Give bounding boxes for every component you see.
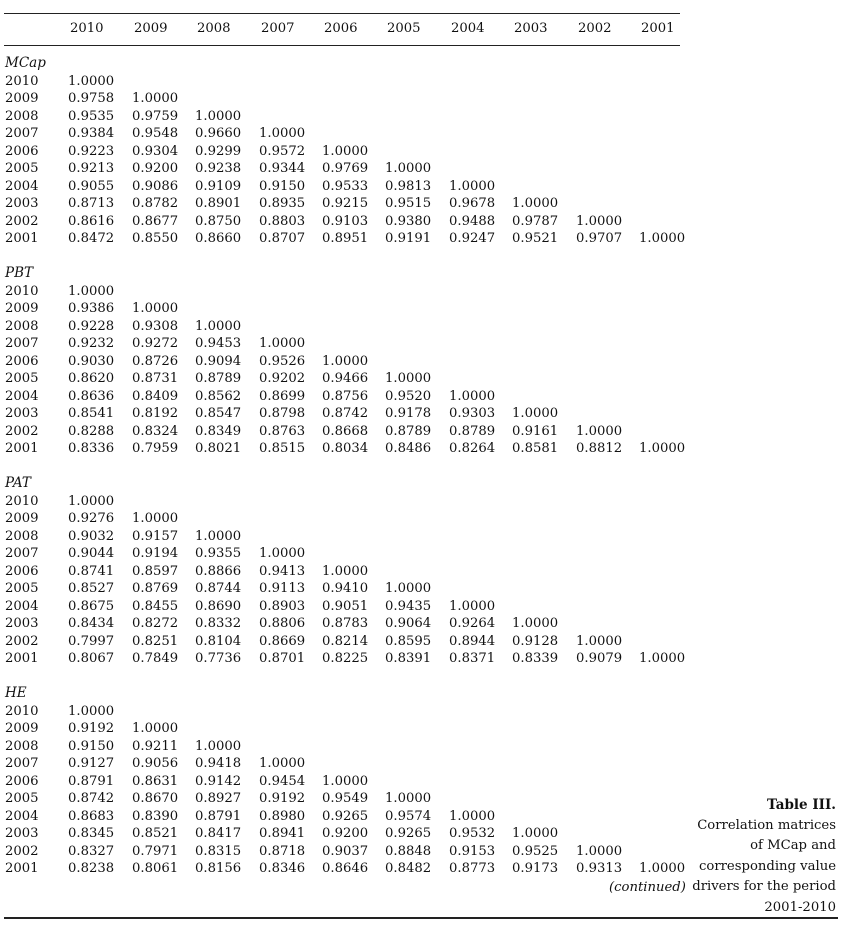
table-cell: 0.8707 <box>259 231 306 246</box>
table-cell: 0.8434 <box>68 616 115 631</box>
row-label: 2010 <box>5 73 39 89</box>
row-label: 2004 <box>5 178 39 194</box>
table-cell: 0.8741 <box>68 563 115 579</box>
table-cell: 0.9515 <box>385 196 432 211</box>
table-cell: 0.8472 <box>68 231 115 246</box>
row-label: 2010 <box>5 283 39 299</box>
row-label: 2009 <box>5 721 39 736</box>
table-cell: 0.9079 <box>576 651 623 666</box>
table-cell: 0.8668 <box>322 423 369 439</box>
table-cell: 1.0000 <box>449 598 496 614</box>
row-label: 2009 <box>5 301 39 316</box>
table-cell: 0.9413 <box>259 563 306 579</box>
table-cell: 1.0000 <box>195 108 242 124</box>
table-cell: 0.9200 <box>322 826 369 841</box>
table-cell: 1.0000 <box>449 808 496 824</box>
table-cell: 1.0000 <box>259 546 306 561</box>
table-cell: 0.8034 <box>322 441 369 456</box>
table-cell: 0.8803 <box>259 213 306 229</box>
table-cell: 1.0000 <box>576 843 623 859</box>
column-header: 2008 <box>197 21 231 36</box>
table-cell: 0.8541 <box>68 406 115 421</box>
table-cell: 0.8550 <box>132 231 179 246</box>
table-cell: 0.9574 <box>385 808 432 824</box>
row-label: 2002 <box>5 423 39 439</box>
table-cell: 0.9051 <box>322 598 369 614</box>
table-cell: 1.0000 <box>195 528 242 544</box>
table-cell: 0.9386 <box>68 301 115 316</box>
table-cell: 1.0000 <box>68 703 115 719</box>
table-cell: 0.7997 <box>68 633 115 649</box>
table-cell: 0.8324 <box>132 423 179 439</box>
row-label: 2009 <box>5 511 39 526</box>
table-cell: 1.0000 <box>68 283 115 299</box>
column-header: 2003 <box>514 21 548 36</box>
table-cell: 0.8339 <box>512 651 559 666</box>
table-cell: 0.9435 <box>385 598 432 614</box>
column-header: 2005 <box>387 21 421 36</box>
caption-line: drivers for the period <box>692 879 836 894</box>
table-cell: 0.8272 <box>132 616 179 631</box>
table-cell: 0.9228 <box>68 318 115 334</box>
table-cell: 1.0000 <box>385 161 432 176</box>
table-cell: 0.8486 <box>385 441 432 456</box>
table-cell: 1.0000 <box>322 143 369 159</box>
table-cell: 0.8789 <box>449 423 496 439</box>
table-cell: 0.9265 <box>322 808 369 824</box>
table-cell: 0.8527 <box>68 581 115 596</box>
table-cell: 0.8742 <box>68 791 115 806</box>
table-cell: 0.9418 <box>195 756 242 771</box>
table-cell: 0.9238 <box>195 161 242 176</box>
table-cell: 0.8417 <box>195 826 242 841</box>
table-cell: 1.0000 <box>639 441 686 456</box>
table-cell: 0.9759 <box>132 108 179 124</box>
row-label: 2007 <box>5 756 39 771</box>
table-cell: 0.8620 <box>68 371 115 386</box>
table-cell: 0.9247 <box>449 231 496 246</box>
table-cell: 0.8104 <box>195 633 242 649</box>
table-top-rule <box>4 13 680 14</box>
section-title: MCap <box>5 55 46 71</box>
table-cell: 0.9191 <box>385 231 432 246</box>
table-cell: 1.0000 <box>132 91 179 106</box>
table-cell: 1.0000 <box>576 213 623 229</box>
table-cell: 0.9707 <box>576 231 623 246</box>
table-cell: 0.8597 <box>132 563 179 579</box>
table-cell: 1.0000 <box>449 388 496 404</box>
table-cell: 0.9153 <box>449 843 496 859</box>
table-cell: 0.8866 <box>195 563 242 579</box>
table-cell: 0.8327 <box>68 843 115 859</box>
table-cell: 1.0000 <box>259 126 306 141</box>
table-cell: 0.9055 <box>68 178 115 194</box>
table-cell: 0.8677 <box>132 213 179 229</box>
column-header: 2002 <box>578 21 612 36</box>
table-cell: 0.8742 <box>322 406 369 421</box>
table-cell: 0.9200 <box>132 161 179 176</box>
table-cell: 0.8941 <box>259 826 306 841</box>
table-cell: 0.7959 <box>132 441 179 456</box>
caption-line: of MCap and <box>750 838 836 853</box>
row-label: 2002 <box>5 843 39 859</box>
row-label: 2001 <box>5 861 39 876</box>
table-cell: 0.9128 <box>512 633 559 649</box>
table-cell: 1.0000 <box>576 423 623 439</box>
row-label: 2003 <box>5 406 39 421</box>
table-cell: 0.8192 <box>132 406 179 421</box>
table-cell: 0.8521 <box>132 826 179 841</box>
table-cell: 0.8482 <box>385 861 432 876</box>
table-cell: 0.8901 <box>195 196 242 211</box>
table-cell: 0.8156 <box>195 861 242 876</box>
table-cell: 0.8349 <box>195 423 242 439</box>
table-cell: 0.8713 <box>68 196 115 211</box>
row-label: 2010 <box>5 703 39 719</box>
table-cell: 1.0000 <box>385 791 432 806</box>
table-cell: 1.0000 <box>639 231 686 246</box>
table-cell: 0.8783 <box>322 616 369 631</box>
row-label: 2008 <box>5 528 39 544</box>
row-label: 2005 <box>5 581 39 596</box>
table-cell: 0.9758 <box>68 91 115 106</box>
table-cell: 0.9453 <box>195 336 242 351</box>
column-header: 2007 <box>261 21 295 36</box>
row-label: 2006 <box>5 563 39 579</box>
table-cell: 0.9410 <box>322 581 369 596</box>
table-cell: 1.0000 <box>68 73 115 89</box>
caption-line: Correlation matrices <box>697 817 836 833</box>
table-cell: 0.9355 <box>195 546 242 561</box>
table-cell: 0.8683 <box>68 808 115 824</box>
row-label: 2007 <box>5 546 39 561</box>
table-cell: 0.8061 <box>132 861 179 876</box>
table-cell: 0.8789 <box>195 371 242 386</box>
table-cell: 0.9769 <box>322 161 369 176</box>
table-cell: 0.9265 <box>385 826 432 841</box>
table-bottom-rule <box>4 917 838 919</box>
row-label: 2002 <box>5 633 39 649</box>
row-label: 2001 <box>5 231 39 246</box>
table-cell: 0.9572 <box>259 143 306 159</box>
table-cell: 0.9384 <box>68 126 115 141</box>
table-cell: 0.9150 <box>68 738 115 754</box>
table-cell: 0.8371 <box>449 651 496 666</box>
table-cell: 0.8750 <box>195 213 242 229</box>
column-header: 2006 <box>324 21 358 36</box>
table-cell: 0.8021 <box>195 441 242 456</box>
table-cell: 1.0000 <box>512 616 559 631</box>
table-cell: 0.9178 <box>385 406 432 421</box>
table-cell: 0.9535 <box>68 108 115 124</box>
table-cell: 0.8669 <box>259 633 306 649</box>
column-header: 2010 <box>70 21 104 36</box>
table-cell: 0.9299 <box>195 143 242 159</box>
table-cell: 0.8409 <box>132 388 179 404</box>
table-cell: 0.9313 <box>576 861 623 876</box>
table-cell: 0.8455 <box>132 598 179 614</box>
table-cell: 0.8336 <box>68 441 115 456</box>
table-cell: 0.8699 <box>259 388 306 404</box>
table-cell: 0.8806 <box>259 616 306 631</box>
table-cell: 0.8332 <box>195 616 242 631</box>
table-cell: 0.8515 <box>259 441 306 456</box>
table-cell: 0.9232 <box>68 336 115 351</box>
table-cell: 0.8616 <box>68 213 115 229</box>
table-cell: 0.9213 <box>68 161 115 176</box>
table-cell: 0.8701 <box>259 651 306 666</box>
table-cell: 0.8288 <box>68 423 115 439</box>
table-cell: 0.8675 <box>68 598 115 614</box>
table-cell: 0.9533 <box>322 178 369 194</box>
table-cell: 0.8935 <box>259 196 306 211</box>
table-cell: 0.9044 <box>68 546 115 561</box>
row-label: 2008 <box>5 318 39 334</box>
table-cell: 0.8791 <box>68 773 115 789</box>
table-cell: 1.0000 <box>639 861 686 876</box>
table-cell: 1.0000 <box>322 563 369 579</box>
table-cell: 0.8812 <box>576 441 623 456</box>
table-cell: 1.0000 <box>385 581 432 596</box>
column-header: 2004 <box>451 21 485 36</box>
table-cell: 0.8636 <box>68 388 115 404</box>
table-cell: 0.9344 <box>259 161 306 176</box>
table-header-rule <box>4 45 680 46</box>
table-cell: 0.8391 <box>385 651 432 666</box>
table-cell: 0.9488 <box>449 213 496 229</box>
table-cell: 0.9056 <box>132 756 179 771</box>
table-cell: 1.0000 <box>512 826 559 841</box>
table-cell: 1.0000 <box>385 371 432 386</box>
table-cell: 0.8660 <box>195 231 242 246</box>
table-cell: 0.8769 <box>132 581 179 596</box>
table-cell: 0.9109 <box>195 178 242 194</box>
table-cell: 0.8927 <box>195 791 242 806</box>
table-cell: 1.0000 <box>259 756 306 771</box>
table-cell: 0.9520 <box>385 388 432 404</box>
table-cell: 0.8646 <box>322 861 369 876</box>
table-cell: 0.9037 <box>322 843 369 859</box>
table-cell: 1.0000 <box>449 178 496 194</box>
table-cell: 0.9549 <box>322 791 369 806</box>
table-cell: 0.9094 <box>195 353 242 369</box>
column-header: 2001 <box>641 21 675 36</box>
row-label: 2006 <box>5 143 39 159</box>
table-cell: 0.9454 <box>259 773 306 789</box>
table-cell: 1.0000 <box>322 773 369 789</box>
table-cell: 0.9303 <box>449 406 496 421</box>
table-cell: 0.8631 <box>132 773 179 789</box>
table-cell: 0.9466 <box>322 371 369 386</box>
table-cell: 0.9202 <box>259 371 306 386</box>
row-label: 2008 <box>5 738 39 754</box>
table-cell: 0.9064 <box>385 616 432 631</box>
table-cell: 0.8562 <box>195 388 242 404</box>
table-cell: 0.8782 <box>132 196 179 211</box>
table-cell: 0.9192 <box>259 791 306 806</box>
row-label: 2003 <box>5 196 39 211</box>
row-label: 2006 <box>5 773 39 789</box>
table-cell: 0.9194 <box>132 546 179 561</box>
table-cell: 1.0000 <box>132 301 179 316</box>
table-cell: 0.8581 <box>512 441 559 456</box>
continued-note: (continued) <box>609 880 686 895</box>
table-cell: 0.9548 <box>132 126 179 141</box>
table-cell: 0.9276 <box>68 511 115 526</box>
row-label: 2005 <box>5 371 39 386</box>
table-cell: 1.0000 <box>68 493 115 509</box>
table-cell: 0.8726 <box>132 353 179 369</box>
table-cell: 0.8547 <box>195 406 242 421</box>
row-label: 2005 <box>5 791 39 806</box>
table-cell: 0.8951 <box>322 231 369 246</box>
row-label: 2001 <box>5 441 39 456</box>
row-label: 2009 <box>5 91 39 106</box>
table-cell: 0.9157 <box>132 528 179 544</box>
table-cell: 0.8690 <box>195 598 242 614</box>
row-label: 2003 <box>5 616 39 631</box>
table-cell: 0.9086 <box>132 178 179 194</box>
table-cell: 0.8067 <box>68 651 115 666</box>
table-cell: 0.8345 <box>68 826 115 841</box>
section-title: PAT <box>5 475 31 491</box>
caption-title: Table III. <box>766 797 836 813</box>
table-cell: 0.8214 <box>322 633 369 649</box>
table-cell: 0.8848 <box>385 843 432 859</box>
row-label: 2008 <box>5 108 39 124</box>
row-label: 2001 <box>5 651 39 666</box>
table-cell: 1.0000 <box>259 336 306 351</box>
table-cell: 0.9032 <box>68 528 115 544</box>
row-label: 2004 <box>5 598 39 614</box>
table-cell: 0.8980 <box>259 808 306 824</box>
table-caption <box>636 795 836 918</box>
table-cell: 0.8251 <box>132 633 179 649</box>
table-cell: 1.0000 <box>322 353 369 369</box>
table-cell: 0.8670 <box>132 791 179 806</box>
table-cell: 0.8238 <box>68 861 115 876</box>
section-title: PBT <box>5 265 34 281</box>
table-cell: 1.0000 <box>576 633 623 649</box>
table-cell: 1.0000 <box>639 651 686 666</box>
table-cell: 0.8756 <box>322 388 369 404</box>
table-cell: 0.8763 <box>259 423 306 439</box>
table-cell: 0.9660 <box>195 126 242 141</box>
row-label: 2004 <box>5 388 39 404</box>
table-cell: 0.8731 <box>132 371 179 386</box>
row-label: 2004 <box>5 808 39 824</box>
caption-line: corresponding value <box>699 858 836 874</box>
table-cell: 0.8791 <box>195 808 242 824</box>
table-cell: 0.9678 <box>449 196 496 211</box>
row-label: 2002 <box>5 213 39 229</box>
table-cell: 1.0000 <box>512 406 559 421</box>
table-cell: 1.0000 <box>512 196 559 211</box>
table-cell: 0.8789 <box>385 423 432 439</box>
table-cell: 0.9113 <box>259 581 306 596</box>
table-cell: 0.8773 <box>449 861 496 876</box>
table-cell: 0.8944 <box>449 633 496 649</box>
table-cell: 0.9103 <box>322 213 369 229</box>
table-cell: 0.9211 <box>132 738 179 754</box>
table-cell: 0.9127 <box>68 756 115 771</box>
row-label: 2007 <box>5 126 39 141</box>
table-cell: 0.9813 <box>385 178 432 194</box>
table-cell: 1.0000 <box>195 738 242 754</box>
row-label: 2003 <box>5 826 39 841</box>
row-label: 2005 <box>5 161 39 176</box>
table-cell: 0.9526 <box>259 353 306 369</box>
table-cell: 0.8595 <box>385 633 432 649</box>
table-cell: 0.9304 <box>132 143 179 159</box>
table-cell: 0.7849 <box>132 651 179 666</box>
table-cell: 0.8225 <box>322 651 369 666</box>
table-cell: 0.8798 <box>259 406 306 421</box>
table-cell: 1.0000 <box>195 318 242 334</box>
section-title: HE <box>5 685 27 701</box>
row-label: 2007 <box>5 336 39 351</box>
table-cell: 0.9787 <box>512 213 559 229</box>
table-cell: 0.9264 <box>449 616 496 631</box>
table-cell: 0.8744 <box>195 581 242 596</box>
table-cell: 0.9142 <box>195 773 242 789</box>
table-cell: 0.9030 <box>68 353 115 369</box>
table-cell: 0.8264 <box>449 441 496 456</box>
table-cell: 0.7736 <box>195 651 242 666</box>
table-cell: 0.9192 <box>68 721 115 736</box>
table-cell: 1.0000 <box>132 511 179 526</box>
table-cell: 0.8903 <box>259 598 306 614</box>
table-cell: 0.8390 <box>132 808 179 824</box>
table-cell: 0.9521 <box>512 231 559 246</box>
column-header: 2009 <box>134 21 168 36</box>
table-cell: 0.9380 <box>385 213 432 229</box>
table-cell: 0.9272 <box>132 336 179 351</box>
table-cell: 0.9161 <box>512 423 559 439</box>
table-cell: 0.9173 <box>512 861 559 876</box>
table-cell: 0.9223 <box>68 143 115 159</box>
row-label: 2006 <box>5 353 39 369</box>
table-cell: 0.9525 <box>512 843 559 859</box>
table-cell: 0.9215 <box>322 196 369 211</box>
table-cell: 0.8315 <box>195 843 242 859</box>
table-cell: 0.7971 <box>132 843 179 859</box>
table-cell: 0.9150 <box>259 178 306 194</box>
table-cell: 0.9532 <box>449 826 496 841</box>
table-cell: 0.8346 <box>259 861 306 876</box>
table-cell: 1.0000 <box>132 721 179 736</box>
caption-line: 2001-2010 <box>764 899 836 915</box>
row-label: 2010 <box>5 493 39 509</box>
table-cell: 0.8718 <box>259 843 306 859</box>
table-cell: 0.9308 <box>132 318 179 334</box>
